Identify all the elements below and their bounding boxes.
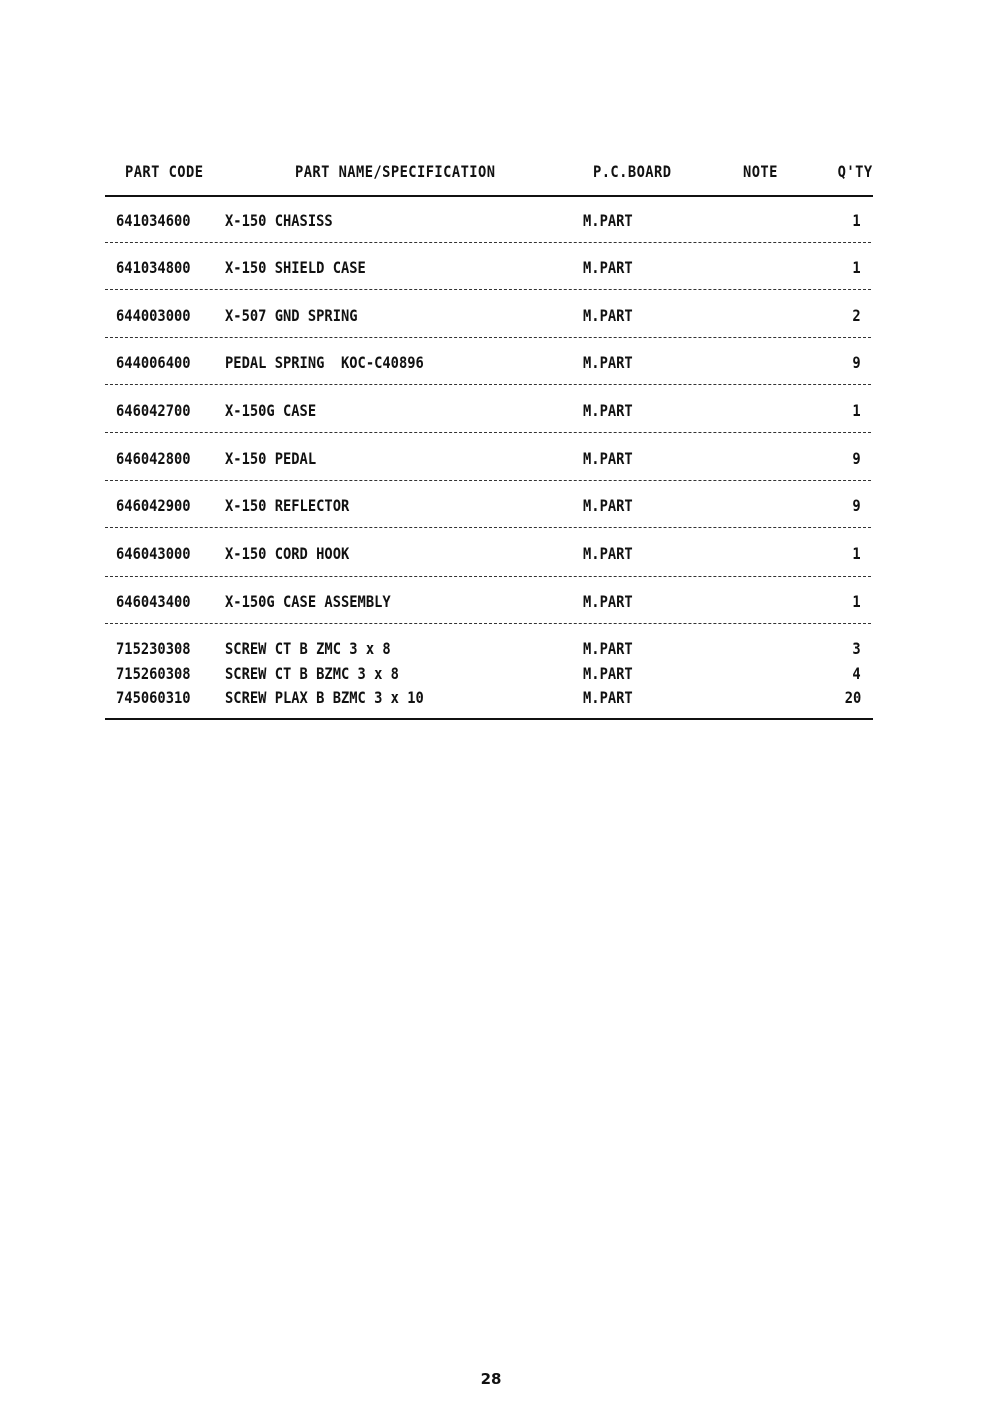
- row-2-board: M.PART: [583, 258, 633, 277]
- row-7-name: X-150 REFLECTOR: [225, 496, 350, 515]
- row-9-qty: 1: [852, 592, 861, 611]
- row-3-name: X-507 GND SPRING: [225, 306, 358, 325]
- row-3-qty: 2: [852, 306, 861, 325]
- row-8-board: M.PART: [583, 544, 633, 563]
- header-pc-board: P.C.BOARD: [593, 162, 672, 181]
- row-12-qty: 20: [844, 688, 861, 707]
- row-divider: [105, 576, 871, 577]
- row-2-code: 641034800: [116, 258, 191, 277]
- row-6-name: X-150 PEDAL: [225, 449, 317, 468]
- row-7-code: 646042900: [116, 496, 191, 515]
- row-4-name: PEDAL SPRING KOC-C40896: [225, 353, 424, 372]
- row-1-qty: 1: [852, 211, 861, 230]
- header-rule: [105, 195, 873, 197]
- header-part-code: PART CODE: [125, 162, 204, 181]
- row-5-qty: 1: [852, 401, 861, 420]
- row-divider: [105, 623, 871, 624]
- row-5-board: M.PART: [583, 401, 633, 420]
- header-note: NOTE: [743, 162, 778, 181]
- row-12-code: 745060310: [116, 688, 191, 707]
- row-divider: [105, 432, 871, 433]
- row-4-code: 644006400: [116, 353, 191, 372]
- row-1-name: X-150 CHASISS: [225, 211, 333, 230]
- row-3-code: 644003000: [116, 306, 191, 325]
- row-11-board: M.PART: [583, 664, 633, 683]
- row-4-board: M.PART: [583, 353, 633, 372]
- row-6-qty: 9: [852, 449, 861, 468]
- header-part-name: PART NAME/SPECIFICATION: [295, 162, 496, 181]
- row-10-board: M.PART: [583, 639, 633, 658]
- row-11-name: SCREW CT B BZMC 3 x 8: [225, 664, 399, 683]
- row-4-qty: 9: [852, 353, 861, 372]
- row-11-code: 715260308: [116, 664, 191, 683]
- row-12-board: M.PART: [583, 688, 633, 707]
- row-2-name: X-150 SHIELD CASE: [225, 258, 366, 277]
- row-9-board: M.PART: [583, 592, 633, 611]
- row-6-code: 646042800: [116, 449, 191, 468]
- row-6-board: M.PART: [583, 449, 633, 468]
- row-8-name: X-150 CORD HOOK: [225, 544, 350, 563]
- row-divider: [105, 242, 871, 243]
- row-8-code: 646043000: [116, 544, 191, 563]
- row-1-code: 641034600: [116, 211, 191, 230]
- table-bottom-rule: [105, 718, 873, 720]
- row-8-qty: 1: [852, 544, 861, 563]
- row-divider: [105, 480, 871, 481]
- page-number: 28: [480, 1370, 502, 1388]
- row-9-name: X-150G CASE ASSEMBLY: [225, 592, 391, 611]
- row-divider: [105, 384, 871, 385]
- row-10-name: SCREW CT B ZMC 3 x 8: [225, 639, 391, 658]
- row-5-code: 646042700: [116, 401, 191, 420]
- row-divider: [105, 289, 871, 290]
- row-3-board: M.PART: [583, 306, 633, 325]
- row-5-name: X-150G CASE: [225, 401, 317, 420]
- row-2-qty: 1: [852, 258, 861, 277]
- row-9-code: 646043400: [116, 592, 191, 611]
- header-qty: Q'TY: [838, 162, 873, 181]
- row-12-name: SCREW PLAX B BZMC 3 x 10: [225, 688, 424, 707]
- row-divider: [105, 527, 871, 528]
- row-divider: [105, 337, 871, 338]
- row-11-qty: 4: [852, 664, 861, 683]
- row-7-qty: 9: [852, 496, 861, 515]
- row-10-qty: 3: [852, 639, 861, 658]
- row-1-board: M.PART: [583, 211, 633, 230]
- row-10-code: 715230308: [116, 639, 191, 658]
- row-7-board: M.PART: [583, 496, 633, 515]
